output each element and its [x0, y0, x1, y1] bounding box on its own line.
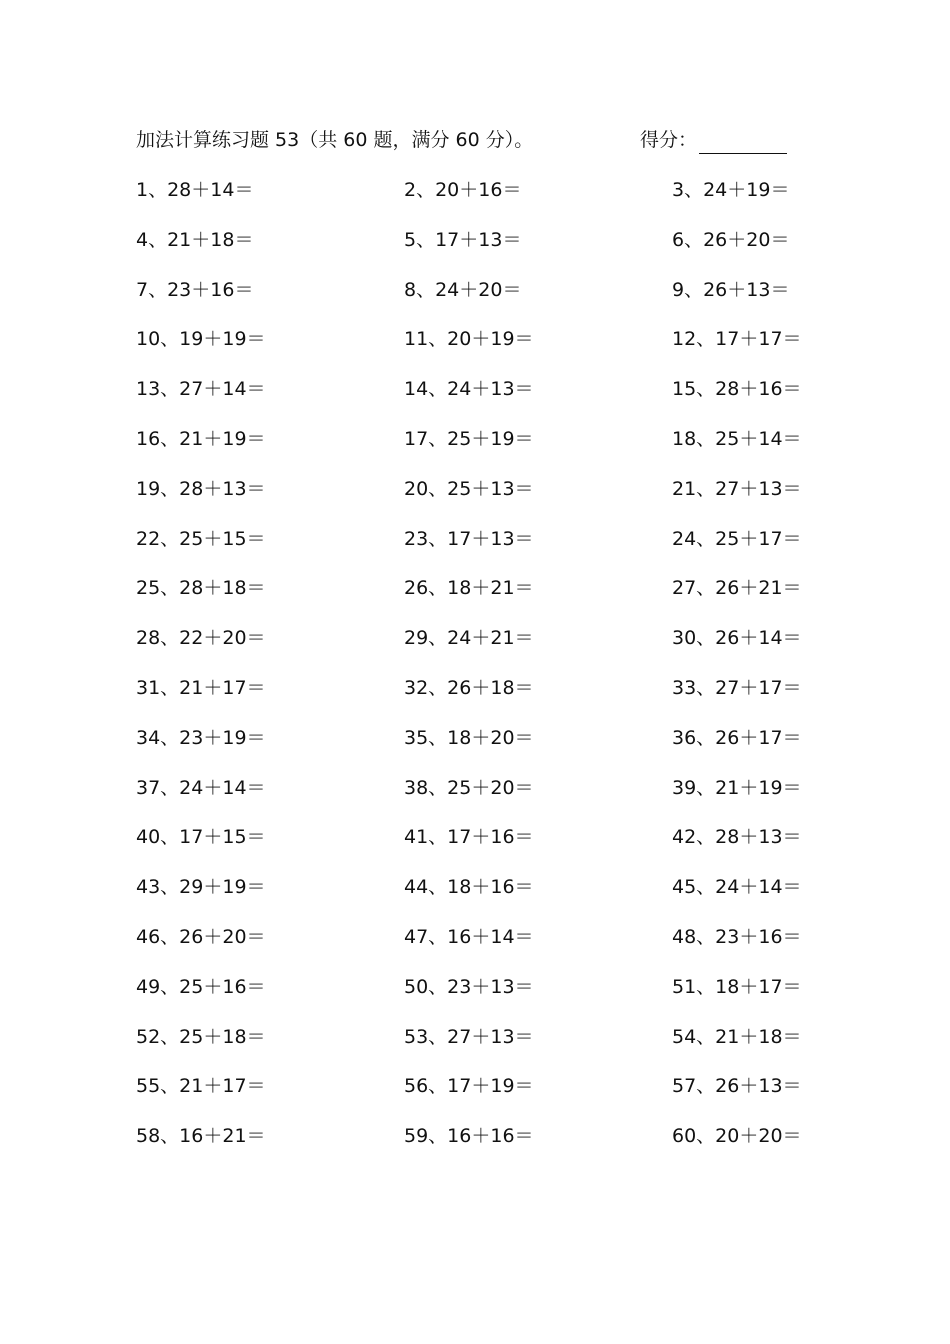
- problem-item: 57、26＋13＝: [672, 1075, 802, 1098]
- problem-item: 47、16＋14＝: [404, 925, 534, 948]
- problem-item: 46、26＋20＝: [136, 925, 266, 948]
- problem-item: 60、20＋20＝: [672, 1125, 802, 1148]
- problem-item: 23、17＋13＝: [404, 527, 534, 550]
- problem-item: 52、25＋18＝: [136, 1025, 266, 1048]
- problem-item: 2、20＋16＝: [404, 179, 522, 201]
- problem-item: 10、19＋19＝: [136, 328, 266, 351]
- problem-item: 18、25＋14＝: [672, 427, 802, 450]
- problem-item: 35、18＋20＝: [404, 726, 534, 749]
- problem-item: 3、24＋19＝: [672, 179, 790, 201]
- problem-item: 34、23＋19＝: [136, 726, 266, 749]
- problem-item: 45、24＋14＝: [672, 876, 802, 899]
- problem-item: 21、27＋13＝: [672, 477, 802, 500]
- problem-item: 43、29＋19＝: [136, 876, 266, 899]
- problem-item: 55、21＋17＝: [136, 1075, 266, 1098]
- problem-item: 11、20＋19＝: [404, 328, 534, 351]
- problem-item: 54、21＋18＝: [672, 1025, 802, 1048]
- problem-item: 12、17＋17＝: [672, 328, 802, 351]
- problem-item: 26、18＋21＝: [404, 577, 534, 600]
- problem-item: 30、26＋14＝: [672, 627, 802, 650]
- problem-item: 8、24＋20＝: [404, 278, 522, 301]
- worksheet-title: 加法计算练习题 53（共 60 题，满分 60 分）。: [136, 129, 534, 151]
- problem-item: 40、17＋15＝: [136, 826, 266, 849]
- problem-item: 15、28＋16＝: [672, 378, 802, 401]
- problem-grid: [136, 176, 836, 1172]
- problem-item: 7、23＋16＝: [136, 278, 254, 301]
- problem-item: 33、27＋17＝: [672, 676, 802, 699]
- problem-item: 49、25＋16＝: [136, 975, 266, 998]
- problem-item: 53、27＋13＝: [404, 1025, 534, 1048]
- problem-item: 4、21＋18＝: [136, 228, 254, 251]
- problem-item: 36、26＋17＝: [672, 726, 802, 749]
- problem-item: 20、25＋13＝: [404, 477, 534, 500]
- problem-item: 51、18＋17＝: [672, 975, 802, 998]
- problem-item: 37、24＋14＝: [136, 776, 266, 799]
- problem-item: 39、21＋19＝: [672, 776, 802, 799]
- problem-item: 59、16＋16＝: [404, 1125, 534, 1148]
- problem-item: 32、26＋18＝: [404, 676, 534, 699]
- problem-item: 19、28＋13＝: [136, 477, 266, 500]
- score-blank-line[interactable]: [699, 133, 787, 154]
- problem-item: 5、17＋13＝: [404, 228, 522, 251]
- problem-item: 22、25＋15＝: [136, 527, 266, 550]
- problem-item: 27、26＋21＝: [672, 577, 802, 600]
- problem-item: 28、22＋20＝: [136, 627, 266, 650]
- problem-item: 16、21＋19＝: [136, 427, 266, 450]
- problem-item: 48、23＋16＝: [672, 925, 802, 948]
- score-label: 得分：: [640, 129, 698, 151]
- problem-item: 41、17＋16＝: [404, 826, 534, 849]
- problem-item: 56、17＋19＝: [404, 1075, 534, 1098]
- problem-item: 50、23＋13＝: [404, 975, 534, 998]
- score-area: [640, 126, 787, 154]
- problem-item: 31、21＋17＝: [136, 676, 266, 699]
- problem-item: 38、25＋20＝: [404, 776, 534, 799]
- problem-item: 29、24＋21＝: [404, 627, 534, 650]
- problem-item: 13、27＋14＝: [136, 378, 266, 401]
- problem-item: 24、25＋17＝: [672, 527, 802, 550]
- problem-item: 9、26＋13＝: [672, 278, 790, 301]
- problem-item: 1、28＋14＝: [136, 179, 254, 201]
- problem-item: 58、16＋21＝: [136, 1125, 266, 1148]
- problem-item: 17、25＋19＝: [404, 427, 534, 450]
- problem-item: 44、18＋16＝: [404, 876, 534, 899]
- problem-item: 42、28＋13＝: [672, 826, 802, 849]
- problem-item: 25、28＋18＝: [136, 577, 266, 600]
- problem-item: 14、24＋13＝: [404, 378, 534, 401]
- problem-item: 6、26＋20＝: [672, 228, 790, 251]
